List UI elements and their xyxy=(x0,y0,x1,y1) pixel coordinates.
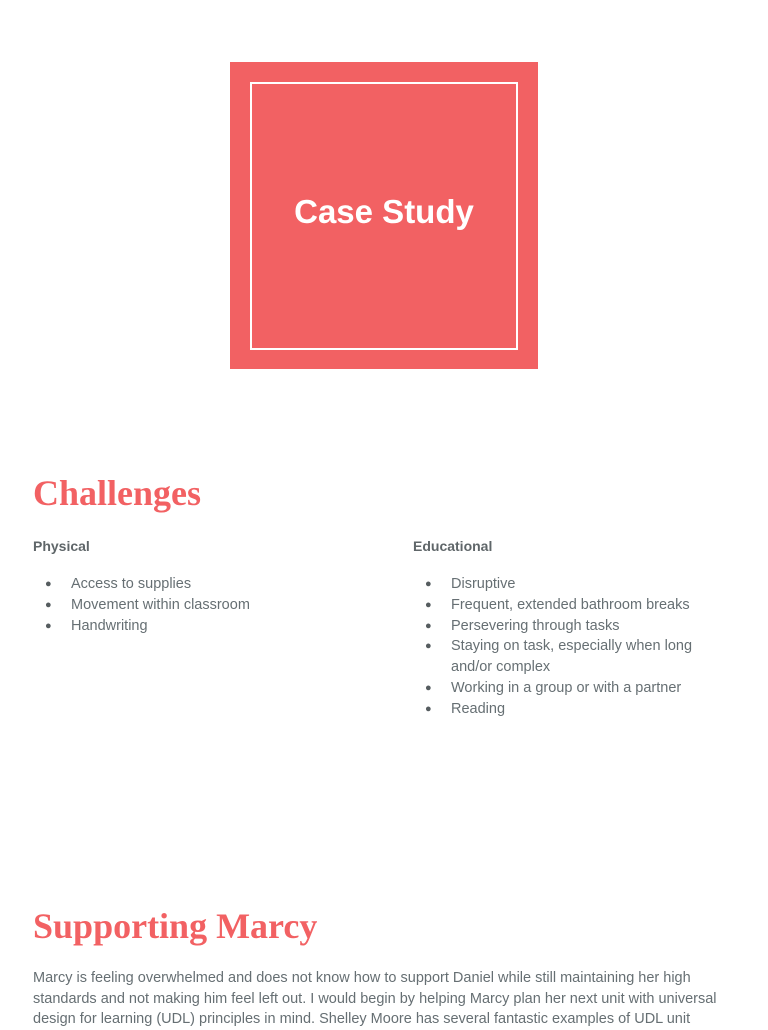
list-item: ● Reading xyxy=(413,699,713,720)
challenges-heading: Challenges xyxy=(33,473,202,513)
bullet-icon: ● xyxy=(425,681,432,694)
bullet-icon: ● xyxy=(425,619,432,632)
list-item: ● Movement within classroom xyxy=(33,595,363,616)
physical-title: Physical xyxy=(33,538,90,554)
educational-list xyxy=(413,574,713,720)
list-item: ● Persevering through tasks xyxy=(413,616,713,637)
cover-title: Case Study xyxy=(294,193,474,230)
bullet-icon: ● xyxy=(425,578,432,590)
bullet-icon: ● xyxy=(45,598,52,611)
bullet-icon: ● xyxy=(45,619,52,632)
list-item: ● Access to supplies xyxy=(33,574,363,595)
cover-frame xyxy=(250,82,518,350)
supporting-marcy-heading: Supporting Marcy xyxy=(33,906,318,946)
case-study-cover xyxy=(230,62,538,369)
bullet-icon: ● xyxy=(425,640,432,653)
educational-column xyxy=(413,536,713,720)
list-item: ● Handwriting xyxy=(33,616,363,637)
list-item: ● Frequent, extended bathroom breaks xyxy=(413,595,713,616)
list-item: ● Staying on task, especially when long and/or complex xyxy=(425,638,693,676)
bullet-icon: ● xyxy=(425,598,432,611)
bullet-icon: ● xyxy=(45,578,52,590)
supporting-paragraph: Marcy is feeling overwhelmed and does not know how to support Daniel while still maintaining her high standards and not making him feel left out. I would begin by helping Marcy plan her next unit with universal design for learning (UDL) principles in mind. Shelley Moore has several fantastic examples of UDL unit xyxy=(33,970,717,1027)
educational-title: Educational xyxy=(413,538,493,554)
list-item: ● Disruptive xyxy=(413,574,713,595)
bullet-icon: ● xyxy=(425,702,432,715)
physical-column xyxy=(33,536,363,636)
physical-list xyxy=(33,574,363,636)
list-item: ● Working in a group or with a partner xyxy=(413,678,713,699)
